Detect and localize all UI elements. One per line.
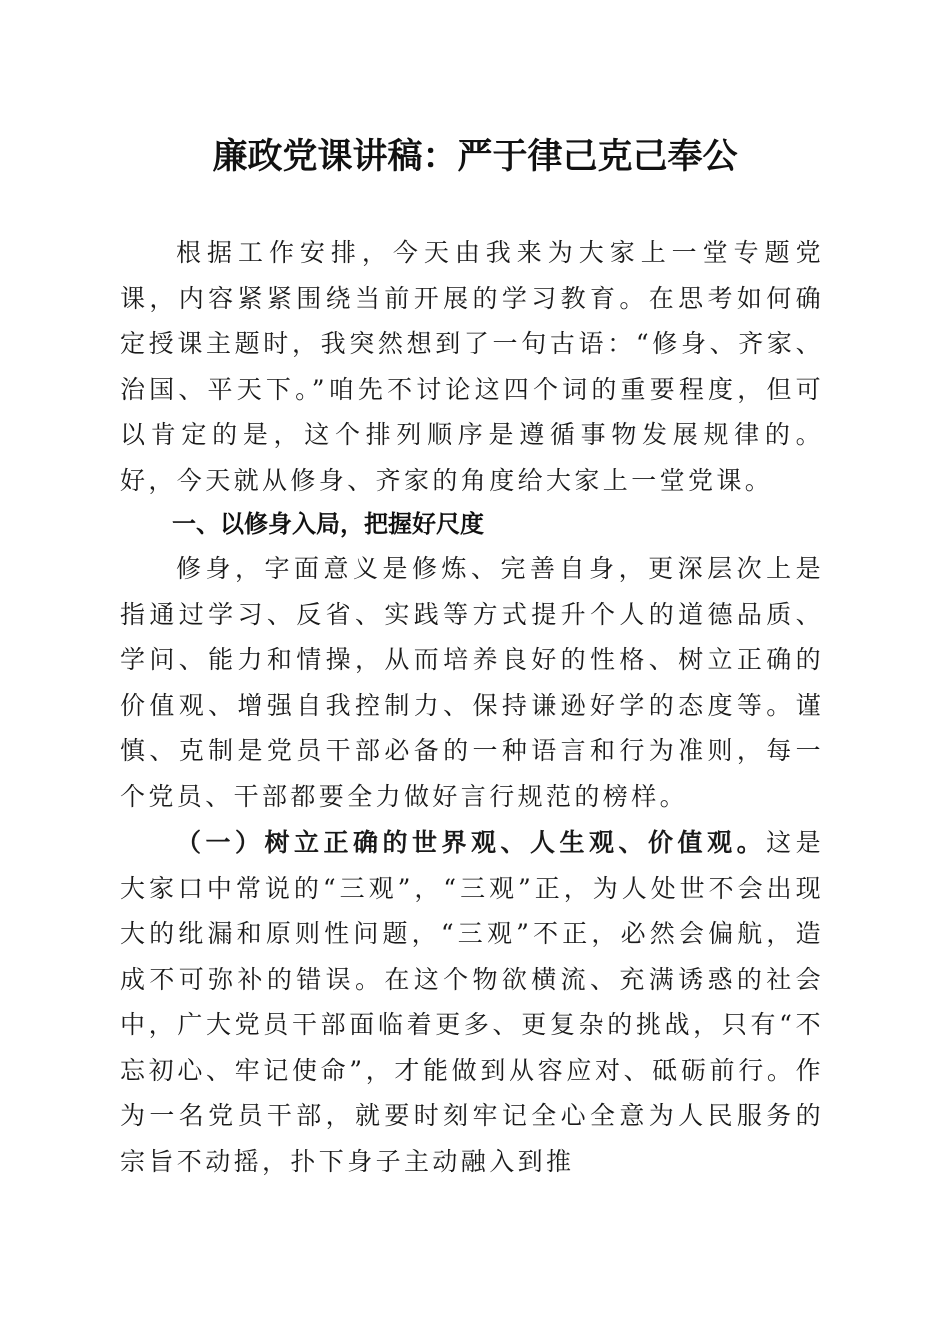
intro-paragraph: 根据工作安排，今天由我来为大家上一堂专题党课，内容紧紧围绕当前开展的学习教育。在思考如何确定授课主题时，我突然想到了一句古语：“修身、齐家、治国、平天下。”咱先不讨论这四个词的重要程度，但可以肯定的是，这个排列顺序是遵循事物发展规律的。好，今天就从修身、齐家的角度给大家上一堂党课。 [120,238,824,495]
subsection-1-lead: （一）树立正确的世界观、人生观、价值观。 [176,828,767,857]
section-heading-1: 一、以修身入局，把握好尺度 [172,510,484,538]
subsection-1-body: 这是大家口中常说的“三观”，“三观”正，为人处世不会出现大的纰漏和原则性问题，“三观”不正，必然会偏航，造成不可弥补的错误。在这个物欲横流、充满诱惑的社会中，广大党员干部面临着更多、更复杂的挑战，只有“不忘初心、牢记使命”，才能做到从容应对、砥砺前行。作为一名党员干部，就要时刻牢记全心全意为人民服务的宗旨不动摇，扑下身子主动融入到推 [120,828,824,1176]
subsection-1-paragraph [120,820,824,1184]
page-title: 廉政党课讲稿：严于律己克己奉公 [212,136,738,177]
section-1-paragraph: 修身，字面意义是修炼、完善自身，更深层次上是指通过学习、反省、实践等方式提升个人的道德品质、学问、能力和情操，从而培养良好的性格、树立正确的价值观、增强自我控制力、保持谦逊好学的态度等。谨慎、克制是党员干部必备的一种语言和行为准则，每一个党员、干部都要全力做好言行规范的榜样。 [120,554,824,811]
